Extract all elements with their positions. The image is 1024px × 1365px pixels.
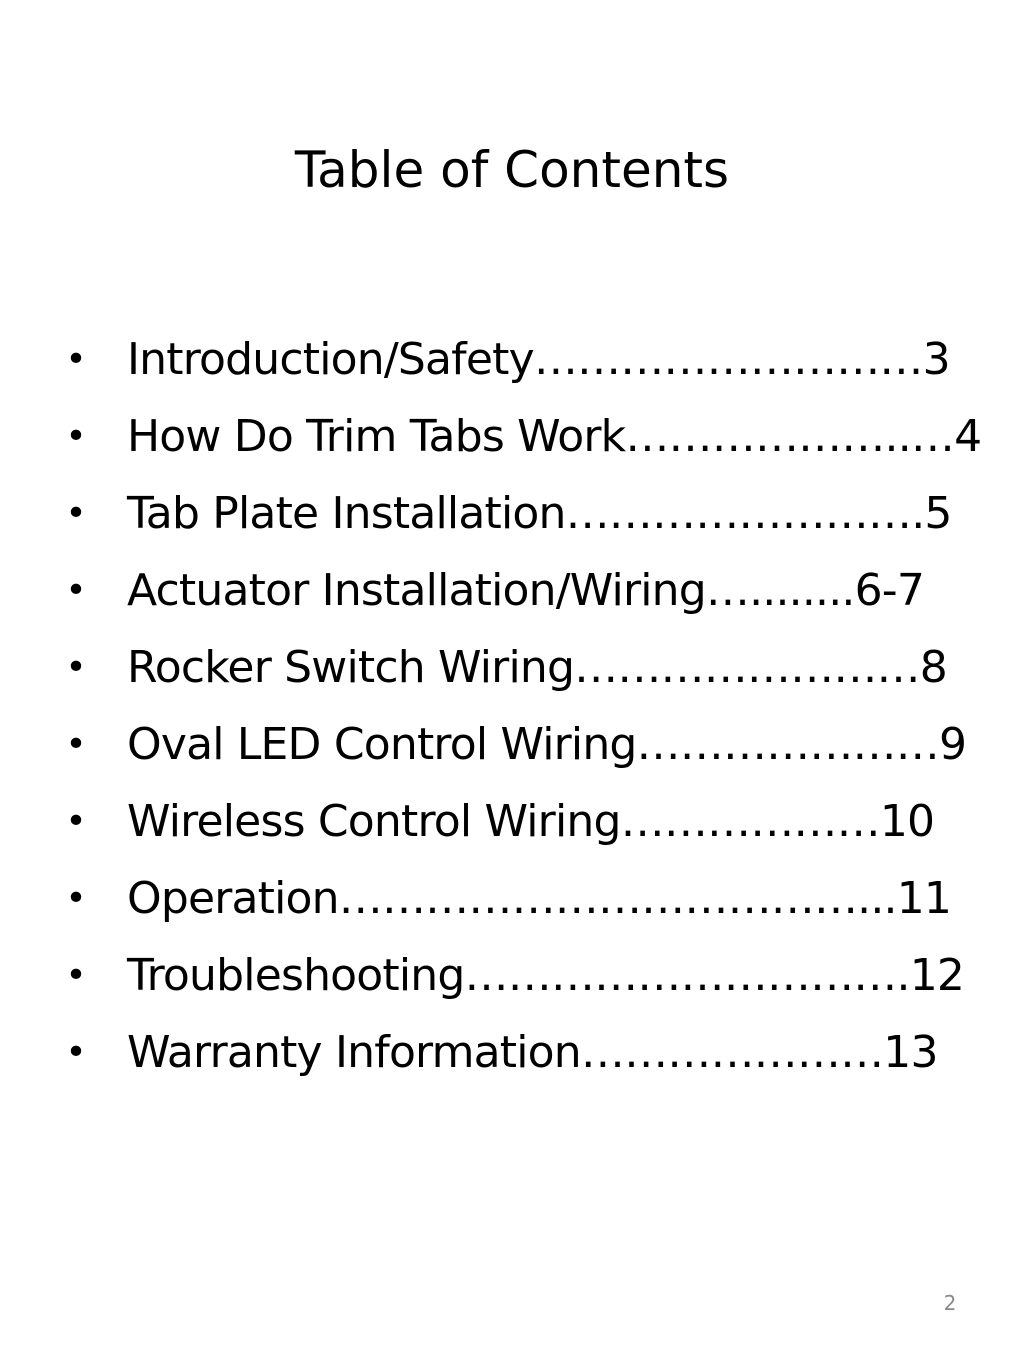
bullet-icon: • [65, 1032, 87, 1073]
table-of-contents-list [0, 331, 1024, 1101]
toc-entry-text: Troubleshooting………………………….12 [127, 950, 965, 1001]
toc-item-troubleshooting [0, 947, 1024, 1024]
toc-item-how-trim-tabs-work [0, 408, 1024, 485]
toc-item-introduction-safety [0, 331, 1024, 408]
slide-number: 2 [943, 1291, 957, 1315]
toc-entry-text: Oval LED Control Wiring…………………9 [127, 719, 967, 770]
bullet-icon: • [65, 647, 87, 688]
bullet-icon: • [65, 416, 87, 457]
toc-item-rocker-switch-wiring [0, 639, 1024, 716]
bullet-icon: • [65, 724, 87, 765]
page-title: Table of Contents [294, 141, 730, 199]
toc-item-actuator-installation-wiring [0, 562, 1024, 639]
toc-item-operation [0, 870, 1024, 947]
toc-entry-text: Operation………………………………...11 [127, 873, 952, 924]
toc-entry-text: Tab Plate Installation…………………….5 [127, 488, 952, 539]
toc-entry-text: Wireless Control Wiring………………10 [127, 796, 935, 847]
toc-entry-text: Actuator Installation/Wiring…........6-7 [127, 565, 925, 616]
toc-item-wireless-control-wiring [0, 793, 1024, 870]
bullet-icon: • [65, 955, 87, 996]
toc-item-tab-plate-installation [0, 485, 1024, 562]
bullet-icon: • [65, 878, 87, 919]
toc-entry-text: Rocker Switch Wiring……………………8 [127, 642, 947, 693]
bullet-icon: • [65, 570, 87, 611]
toc-item-warranty-information [0, 1024, 1024, 1101]
toc-item-oval-led-control-wiring [0, 716, 1024, 793]
bullet-icon: • [65, 801, 87, 842]
bullet-icon: • [65, 493, 87, 534]
toc-entry-text: How Do Trim Tabs Work………………..…4 [127, 411, 982, 462]
bullet-icon: • [65, 339, 87, 380]
toc-entry-text: Warranty Information…………………13 [127, 1027, 938, 1078]
toc-entry-text: Introduction/Safety………………………3 [127, 334, 950, 385]
